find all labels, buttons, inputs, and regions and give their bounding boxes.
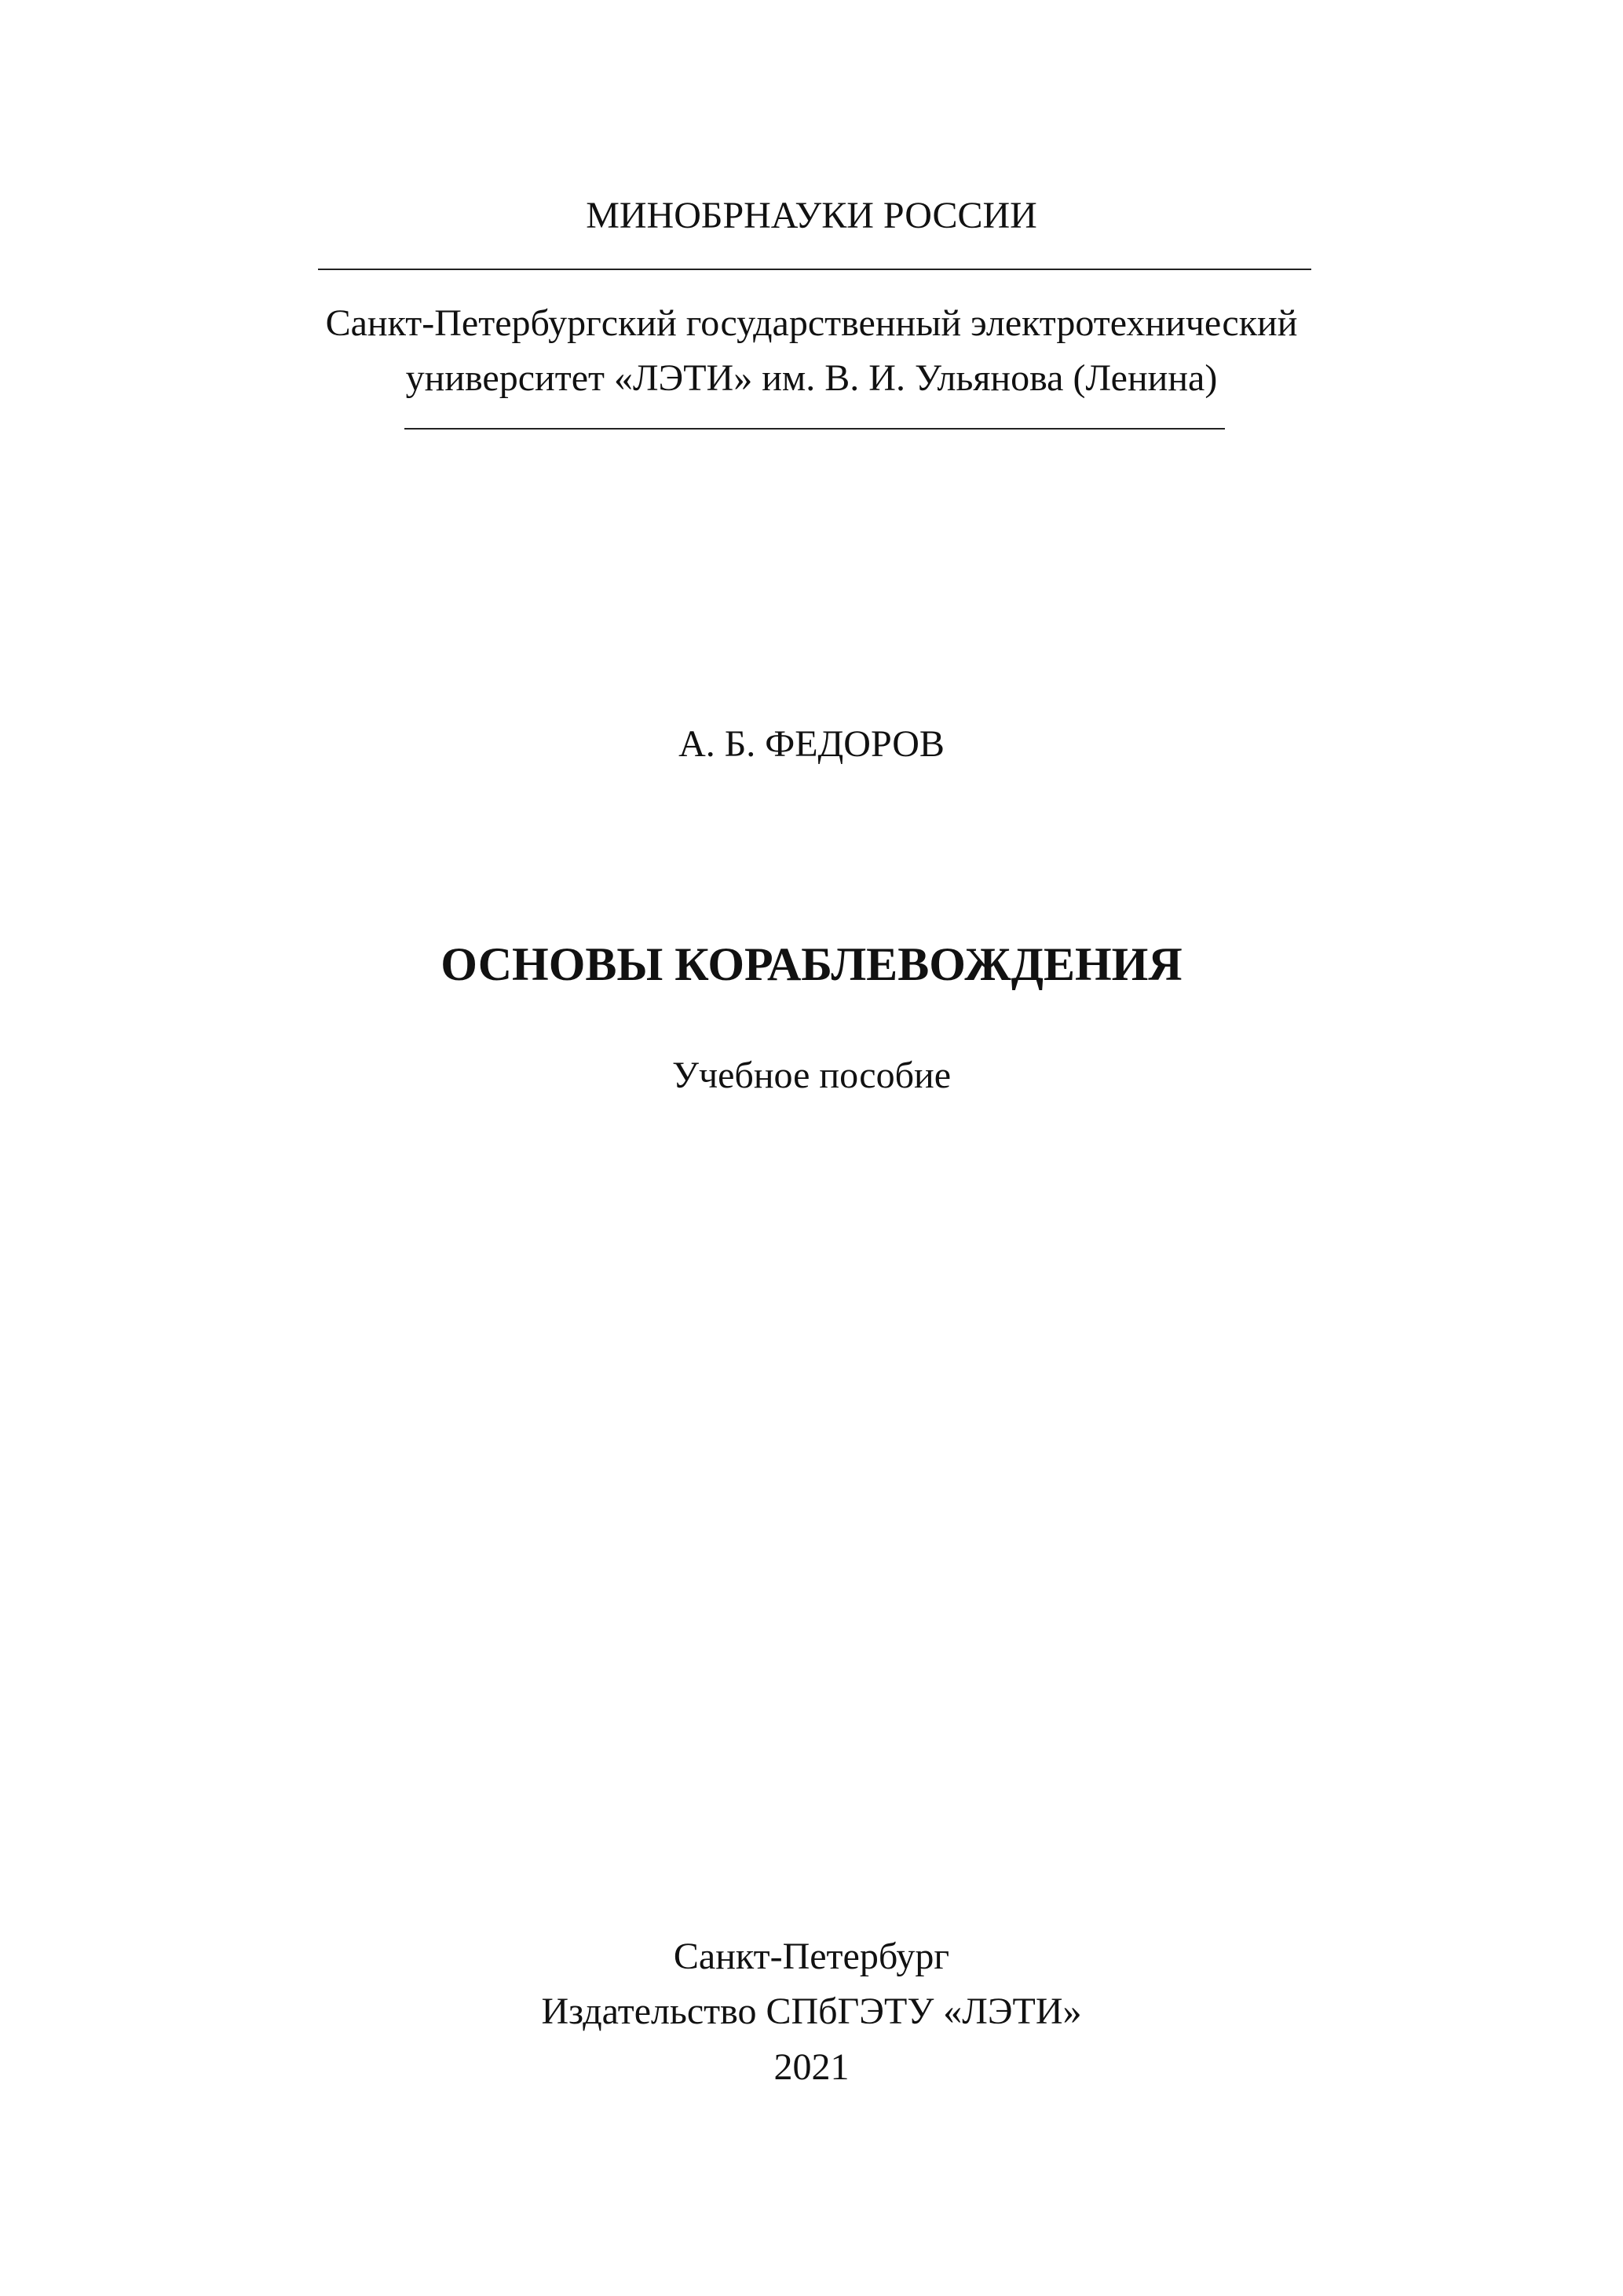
publication-year: 2021	[773, 2046, 850, 2088]
header-divider-top	[318, 269, 1311, 270]
header-divider-bottom	[404, 428, 1225, 430]
publisher-name: Издательство СПбГЭТУ «ЛЭТИ»	[541, 1991, 1082, 2032]
book-title: ОСНОВЫ КОРАБЛЕВОЖДЕНИЯ	[440, 938, 1183, 990]
university-name-line-2: университет «ЛЭТИ» им. В. И. Ульянова (Ленина)	[405, 357, 1218, 399]
author-name: А. Б. ФЕДОРОВ	[678, 723, 945, 765]
university-name-line-1: Санкт-Петербургский государственный электротехнический	[325, 302, 1298, 344]
book-subtitle: Учебное пособие	[671, 1055, 952, 1096]
ministry-name: МИНОБРНАУКИ РОССИИ	[586, 195, 1037, 236]
publication-city: Санкт-Петербург	[673, 1936, 950, 1977]
